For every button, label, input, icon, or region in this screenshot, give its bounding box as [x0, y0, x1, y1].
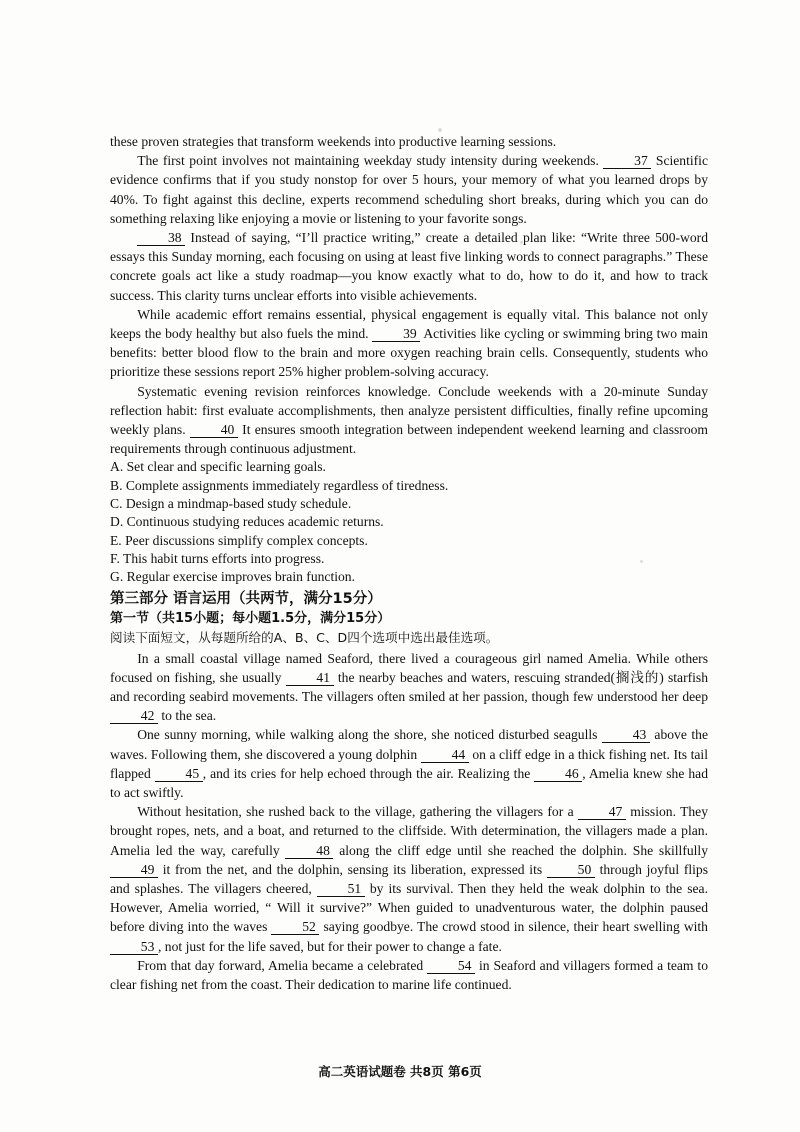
- story-text: along the cliff edge until she reached the dolphin. She skillfully: [333, 842, 708, 858]
- para4-text-b: It ensures smooth integration between independent weekend learning and classroom requirements through continuous adjustment.: [110, 422, 708, 457]
- para1-text-a: The first point involves not maintaining weekday study intensity during weekends.: [137, 153, 599, 169]
- blank-40[interactable]: 40: [190, 422, 238, 438]
- paragraph-38: [110, 228, 708, 305]
- paragraph-40: [110, 382, 708, 459]
- story-text: it from the net, and the dolphin, sensing its liberation, expressed its: [158, 861, 547, 877]
- option-g[interactable]: G. Regular exercise improves brain function.: [110, 569, 355, 585]
- para4-text-a: Systematic evening revision reinforces knowledge. Conclude weekends with a 20-minute Sunday reflection habit: first evaluate accomplishments, then analyze persistent difficulties, finally refine upcoming weekly plans.: [110, 383, 708, 438]
- para1-text-b: Scientific evidence confirms that if you study nonstop for over 5 hours, your memory of what you learned drops by 40%. To fight against this decline, experts recommend scheduling short breaks, during which you can do something relaxing like enjoying a movie or listening to your favorite songs.: [110, 153, 708, 226]
- story-text: , not just for the life saved, but for their power to change a fate.: [158, 938, 502, 954]
- blank-45[interactable]: 45: [155, 766, 203, 782]
- story-text: to the sea.: [158, 708, 217, 724]
- option-a[interactable]: A. Set clear and specific learning goals.: [110, 459, 326, 475]
- blank-54[interactable]: 54: [427, 958, 475, 974]
- blank-38[interactable]: 38: [137, 230, 185, 246]
- story-paragraph-4: [110, 956, 708, 994]
- para3-text-b: Activities like cycling or swimming bring two main benefits: better blood flow to the brain and more oxygen reaching brain cells. Consequently, students who prioritize these sessions report 25% higher problem-solving accuracy.: [110, 326, 708, 380]
- story-text: From that day forward, Amelia became a celebrated: [137, 957, 428, 973]
- story-text: In a small coastal village named Seaford, there lived a courageous girl named Amelia. While others focused on fishing, she usually: [110, 650, 708, 685]
- story-paragraph-2: [110, 725, 708, 802]
- blank-51[interactable]: 51: [317, 881, 365, 897]
- option-c[interactable]: C. Design a mindmap-based study schedule.: [110, 496, 352, 512]
- option-b[interactable]: B. Complete assignments immediately regardless of tiredness.: [110, 477, 449, 493]
- blank-42[interactable]: 42: [110, 708, 158, 724]
- para2-text-b: Instead of saying, “I’ll practice writing,” create a detailed plan like: “Write three 500-word essays this Sunday morning, each focusing on using at least five linking words to connect paragraphs.” These concrete goals act like a study roadmap—you know exactly what to do, how to do it, and how to track success. This clarity turns unclear efforts into visible achievements.: [110, 230, 708, 303]
- section-subtitle: 第一节（共15小题；每小题1.5分，满分15分）: [110, 610, 391, 626]
- story-paragraph-3: [110, 802, 708, 956]
- story-text: , and its cries for help echoed through the air. Realizing the: [202, 765, 535, 781]
- blank-48[interactable]: 48: [285, 843, 333, 859]
- option-e[interactable]: E. Peer discussions simplify complex concepts.: [110, 532, 368, 548]
- story-text: the nearby beaches and waters, rescuing stranded(搁浅的) starfish and recording seabird movements. The villagers often smiled at her passion, though few understood her deep: [110, 669, 708, 704]
- story-text: through joyful flips and splashes. The villagers cheered,: [110, 861, 709, 896]
- story-text: in Seaford and villagers formed a team to clear fishing net from the coast. Their dedication to marine life continued.: [110, 957, 708, 992]
- intro-line: these proven strategies that transform weekends into productive learning sessions.: [110, 134, 557, 149]
- paragraph-37: [110, 151, 708, 228]
- option-f[interactable]: F. This habit turns efforts into progress.: [110, 550, 325, 566]
- blank-44[interactable]: 44: [421, 747, 469, 763]
- story-text: above the waves. Following them, she discovered a young dolphin: [110, 727, 708, 762]
- blank-39[interactable]: 39: [372, 326, 420, 342]
- blank-41[interactable]: 41: [286, 670, 334, 686]
- option-d[interactable]: D. Continuous studying reduces academic returns.: [110, 514, 384, 530]
- story-text: saying goodbye. The crowd stood in silence, their heart swelling with: [319, 919, 708, 935]
- story-text: , Amelia knew she had to act swiftly.: [110, 765, 708, 800]
- story-text: mission. They brought ropes, nets, and a boat, and returned to the cliffside. With determination, the villagers made a plan. Amelia led the way, carefully: [110, 804, 708, 858]
- story-text: on a cliff edge in a thick fishing net. Its tail flapped: [110, 746, 708, 781]
- para3-text-a: While academic effort remains essential, physical engagement is equally vital. This balance not only keeps the body healthy but also fuels the mind.: [110, 306, 708, 342]
- blank-46[interactable]: 46: [534, 766, 582, 782]
- blank-53[interactable]: 53: [110, 939, 158, 955]
- blank-47[interactable]: 47: [578, 804, 626, 820]
- story-text: One sunny morning, while walking along the shore, she noticed disturbed seagulls: [137, 727, 602, 743]
- exam-page: [110, 132, 708, 994]
- section-instructions: 阅读下面短文，从每题所给的A、B、C、D四个选项中选出最佳选项。: [110, 629, 499, 645]
- options-list: [110, 458, 708, 586]
- blank-50[interactable]: 50: [547, 862, 595, 878]
- story-text: by its survival. Then they held the weak dolphin to the sea. However, Amelia worried, “ Will it survive?” When guided to unadventurous water, the dolphin paused before diving into the waves: [110, 880, 708, 935]
- story-paragraph-1: [110, 649, 708, 726]
- page-footer: 高二英语试题卷 共8页 第6页: [318, 1064, 482, 1079]
- blank-49[interactable]: 49: [110, 862, 158, 878]
- blank-37[interactable]: 37: [603, 153, 651, 169]
- blank-52[interactable]: 52: [271, 919, 319, 935]
- section-title: 第三部分 语言运用（共两节，满分15分）: [110, 590, 382, 607]
- blank-43[interactable]: 43: [602, 727, 650, 743]
- paragraph-39: [110, 305, 708, 382]
- story-text: Without hesitation, she rushed back to the village, gathering the villagers for a: [137, 804, 578, 820]
